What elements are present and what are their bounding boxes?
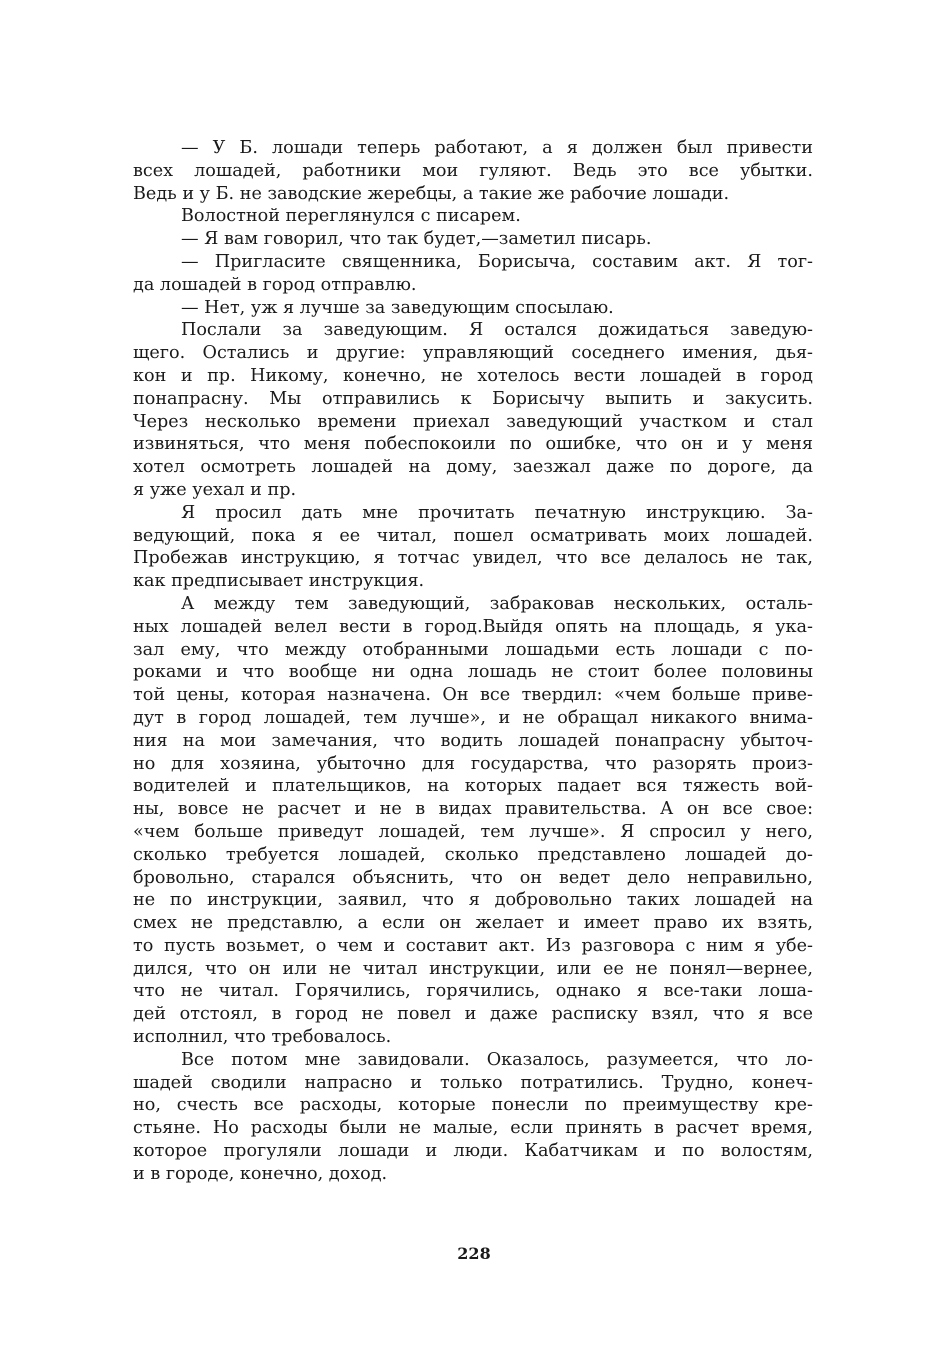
- text-line: зал ему, что между отобранными лошадьми есть лошади с по-: [133, 639, 813, 660]
- text-line: как предписывает инструкция.: [133, 571, 425, 592]
- text-line: исполнил, что требовалось.: [133, 1027, 392, 1048]
- text-line: той цены, которая назначена. Он все твердил: «чем больше приве-: [133, 685, 813, 706]
- text-line: роками и что вообще ни одна лошадь не стоит более половины: [133, 662, 813, 683]
- text-line: понапрасну. Мы отправились к Борисычу выпить и закусить.: [133, 388, 813, 409]
- text-line: Все потом мне завидовали. Оказалось, разумеется, что ло-: [181, 1049, 813, 1070]
- text-line: — Я вам говорил, что так будет,—заметил писарь.: [181, 229, 652, 250]
- text-line: дился, что он или не читал инструкции, или ее не понял—вернее,: [133, 958, 813, 979]
- text-line: сколько требуется лошадей, сколько представлено лошадей до-: [133, 844, 813, 865]
- text-line: но для хозяина, убыточно для государства, что разорять произ-: [133, 753, 813, 774]
- text-line: хотел осмотреть лошадей на дому, заезжал даже по дороге, да: [133, 457, 813, 478]
- text-line: извиняться, что меня побеспокоили по ошибке, что он и у меня: [133, 434, 813, 455]
- text-line: и в городе, конечно, доход.: [133, 1163, 388, 1184]
- text-line: ных лошадей велел вести в город.Выйдя опять на площадь, я ука-: [133, 616, 813, 637]
- text-line: — Пригласите священника, Борисыча, составим акт. Я тог-: [181, 251, 813, 272]
- text-line: то пусть возьмет, о чем и составит акт. Из разговора с ним я убе-: [133, 935, 813, 956]
- text-line: всех лошадей, работники мои гуляют. Ведь это все убытки.: [133, 160, 813, 181]
- text-line: Через несколько времени приехал заведующий участком и стал: [133, 411, 813, 432]
- text-line: шадей сводили напрасно и только потратились. Трудно, конеч-: [133, 1072, 813, 1093]
- text-line: — У Б. лошади теперь работают, а я должен был привести: [181, 138, 813, 158]
- text-line: А между тем заведующий, забраковав нескольких, осталь-: [181, 593, 813, 614]
- text-line: ны, вовсе не расчет и не в видах правительства. А он все свое:: [133, 799, 813, 820]
- text-line: — Нет, уж я лучше за заведующим спосылаю.: [181, 297, 614, 318]
- text-line: щего. Остались и другие: управляющий соседнего имения, дья-: [133, 343, 813, 364]
- text-line: стьяне. Но расходы были не малые, если принять в расчет время,: [133, 1118, 813, 1139]
- text-line: кон и пр. Никому, конечно, не хотелось вести лошадей в город: [133, 365, 813, 386]
- text-line: дут в город лошадей, тем лучше», и не обращал никакого внима-: [133, 707, 813, 728]
- text-line: что не читал. Горячились, горячились, однако я все-таки лоша-: [133, 981, 813, 1002]
- text-line: Пробежав инструкцию, я тотчас увидел, что все делалось не так,: [133, 548, 813, 569]
- body-text: [133, 137, 813, 1186]
- text-line: ведующий, пока я ее читал, пошел осматривать моих лошадей.: [133, 525, 813, 546]
- text-line: Волостной переглянулся с писарем.: [181, 206, 521, 227]
- text-line: Послали за заведующим. Я остался дожидаться заведую-: [181, 320, 813, 341]
- text-line: Ведь и у Б. не заводские жеребцы, а такие же рабочие лошади.: [133, 183, 730, 204]
- text-line: но, счесть все расходы, которые понесли по преимуществу кре-: [133, 1095, 813, 1116]
- text-line: я уже уехал и пр.: [133, 479, 297, 500]
- text-line: которое прогуляли лошади и люди. Кабатчикам и по волостям,: [133, 1141, 813, 1162]
- text-line: смех не представлю, а если он желает и имеет право их взять,: [133, 913, 813, 934]
- text-line: бровольно, старался объяснить, что он ведет дело неправильно,: [133, 867, 813, 888]
- text-line: дей отстоял, в город не повел и даже расписку взял, что я все: [133, 1004, 813, 1025]
- text-line: не по инструкции, заявил, что я добровольно таких лошадей на: [133, 890, 813, 911]
- text-line: Я просил дать мне прочитать печатную инструкцию. За-: [181, 502, 813, 523]
- page-number: 228: [457, 1244, 491, 1263]
- text-line: водителей и плательщиков, на которых падает вся тяжесть вой-: [133, 776, 813, 797]
- text-line: да лошадей в город отправлю.: [133, 274, 417, 295]
- text-line: «чем больше приведут лошадей, тем лучше». Я спросил у него,: [133, 821, 813, 842]
- text-line: ния на мои замечания, что водить лошадей понапрасну убыточ-: [133, 730, 813, 751]
